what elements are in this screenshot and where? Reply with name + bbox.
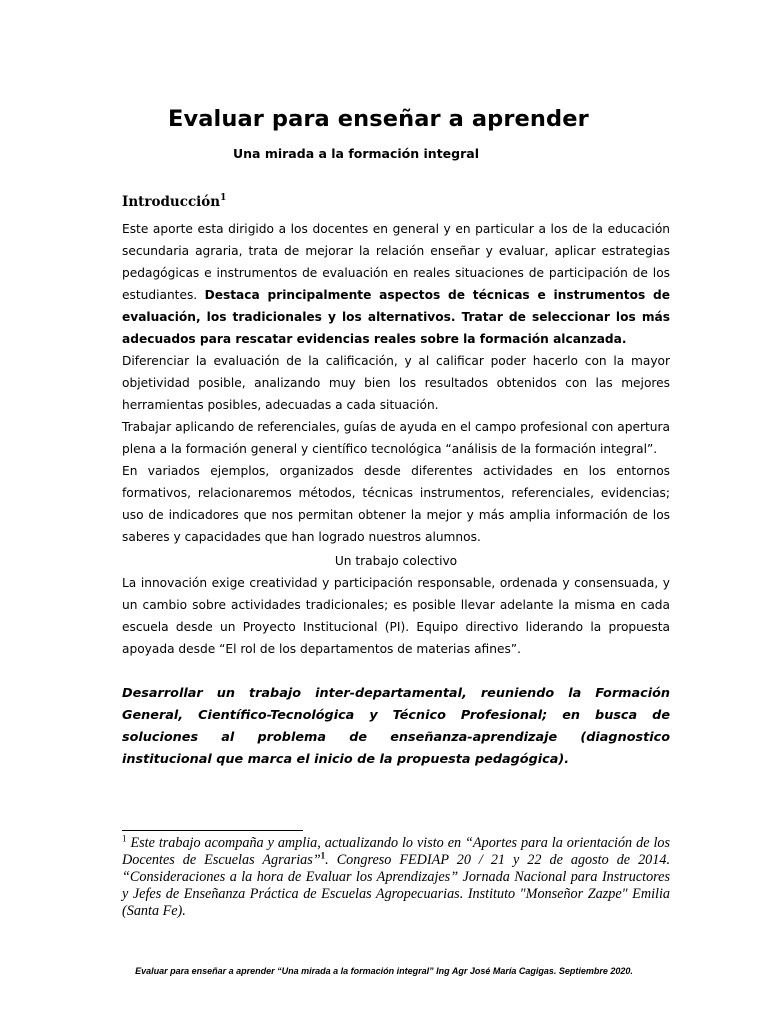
footnote-text-b: . Congreso FEDIAP 20 / 21 y 22 de agosto de 2014. “Consideraciones a la hora de Evaluar los Aprendizajes” Jornada Nacional para Instructores y Jefes de Enseñanza Práctica de Escuelas Agropecuarias. Instituto "Monseñor Zazpe" Emilia (Santa Fe). [122,852,670,919]
section-heading-introduccion [122,194,226,210]
footnote-separator [122,830,303,831]
page-footer: Evaluar para enseñar a aprender “Una mirada a la formación integral” Ing Agr José María Cagigas. Septiembre 2020. [135,966,633,976]
section-heading-text: Introducción [122,194,221,210]
footnote-reference: 1 [220,192,227,203]
footnote-inner-reference: 1 [320,850,326,861]
paragraph-text: Este aporte esta dirigido a los docentes en general y en particular a los de la educación secundaria agraria, trata de mejorar la relación enseñar y evaluar, aplicar estrategias pedagógicas e instrumentos de evaluación en reales situaciones de participación de los estudiantes. [122,222,670,302]
paragraph-innovacion: La innovación exige creatividad y participación responsable, ordenada y consensuada, y un cambio sobre actividades tradicionales; es posible llevar adelante la misma en cada escuela desde un Proyecto Institucional (PI). Equipo directivo liderando la propuesta apoyada desde “El rol de los departamentos de materias afines”. [122,576,670,656]
paragraph-intro [122,218,670,350]
centered-subheading: Un trabajo colectivo [334,554,458,568]
paragraph-ejemplos: En variados ejemplos, organizados desde diferentes actividades en los entornos formativos, relacionaremos métodos, técnicas instrumentos, referenciales, evidencias; uso de indicadores que nos permitan obtener la mejor y más amplia información de los saberes y capacidades que han logrado nuestros alumnos. [122,464,670,544]
paragraph-evaluacion: Diferenciar la evaluación de la calificación, y al calificar poder hacerlo con la mayor objetividad posible, analizando muy bien los resultados obtenidos con las mejores herramientas posibles, adecuadas a cada situación. [122,354,670,412]
paragraph-propuesta: Desarrollar un trabajo inter-departamental, reuniendo la Formación General, Científico-Tecnológica y Técnico Profesional; en busca de soluciones al problema de enseñanza-aprendizaje (diagnostico institucional que marca el inicio de la propuesta pedagógica). [122,686,670,767]
paragraph-emphasis: Destaca principalmente aspectos de técnicas e instrumentos de evaluación, los tradicionales y los alternativos. Tratar de seleccionar los más adecuados para rescatar evidencias reales sobre la formación alcanzada. [122,288,670,346]
document-title: Evaluar para enseñar a aprender [168,106,589,132]
paragraph-referenciales: Trabajar aplicando de referenciales, guías de ayuda en el campo profesional con apertura plena a la formación general y científico tecnológica “análisis de la formación integral”. [122,420,670,456]
footnote-number: 1 [122,833,127,844]
footnote [122,835,670,920]
document-subtitle: Una mirada a la formación integral [233,146,479,161]
footnote-text-a: Este trabajo acompaña y amplia, actualizando lo visto en “Aportes para la orientación de los Docentes de Escuelas Agrarias” [122,835,670,868]
